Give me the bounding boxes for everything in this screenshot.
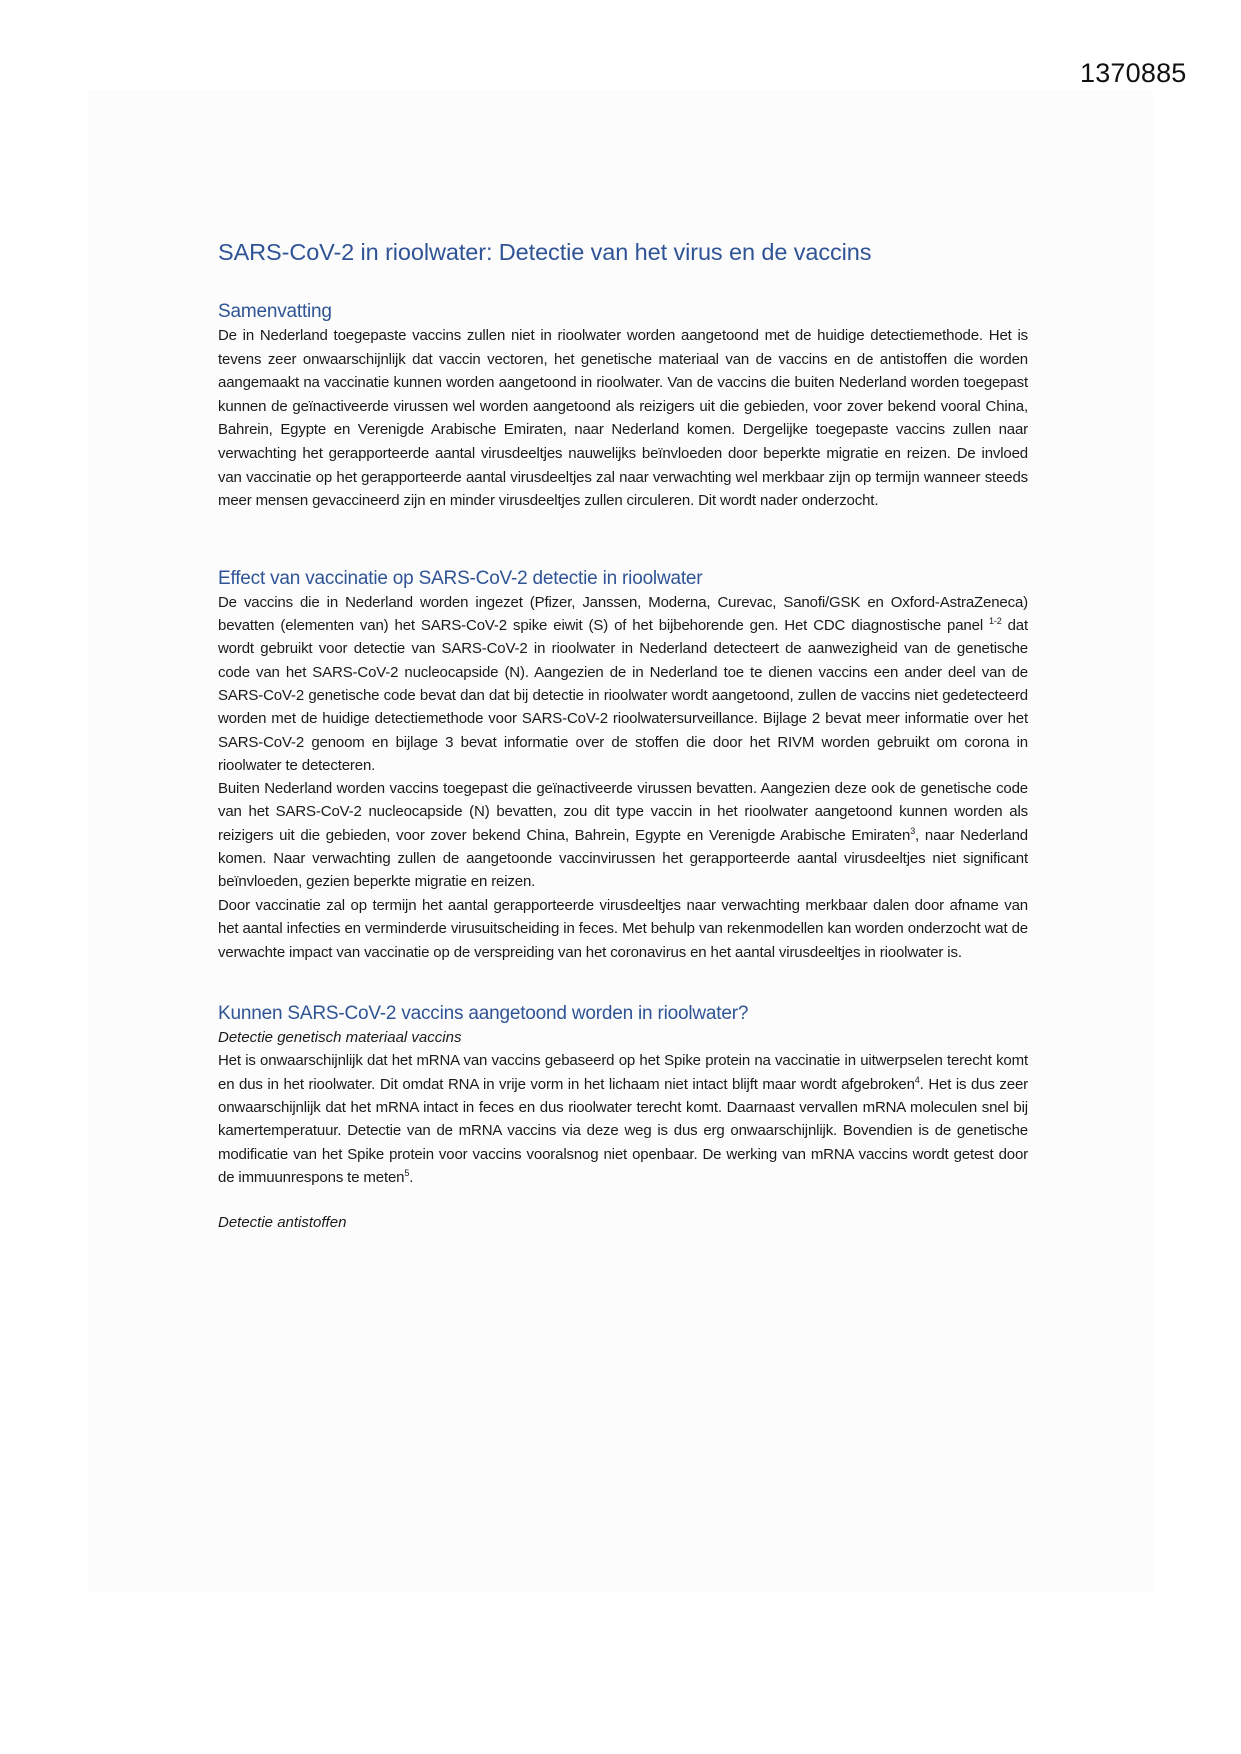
- body-paragraph: Door vaccinatie zal op termijn het aantal gerapporteerde virusdeeltjes naar verwachting merkbaar dalen door afname van het aantal infecties en verminderde virusuitscheiding in feces. Met behulp van rekenmodellen kan worden onderzocht wat de verwachte impact van vaccinatie op de verspreiding van het coronavirus en het aantal virusdeeltjes in rioolwater is.: [218, 896, 1028, 961]
- document-title: SARS-CoV-2 in rioolwater: Detectie van het virus en de vaccins: [218, 239, 872, 265]
- text-run: Het is onwaarschijnlijk dat het mRNA van vaccins gebaseerd op het Spike protein na vaccinatie in uitwerpselen terecht komt en dus in het rioolwater. Dit omdat RNA in vrije vorm in het lichaam niet intact blijft maar wordt afgebroken: [218, 1052, 1028, 1093]
- text-run: dat wordt gebruikt voor detectie van SARS-CoV-2 in rioolwater in Nederland detecteert de aanwezigheid van de genetische code van het SARS-CoV-2 nucleocapside (N). Aangezien de in Nederland toe te dienen vaccins een ander deel van de SARS-CoV-2 genetische code bevat dan dat bij detectie in rioolwater wordt aangetoond, zullen de vaccins niet gedetecteerd worden met de huidige detectiemethode voor SARS-CoV-2 rioolwatersurveillance. Bijlage 2 bevat meer informatie over het SARS-CoV-2 genoom en bijlage 3 bevat informatie over de stoffen die door het RIVM worden gebruikt om corona in rioolwater te detecteren.: [218, 617, 1028, 774]
- text-run: Buiten Nederland worden vaccins toegepast die geïnactiveerde virussen bevatten. Aangezien deze ook de genetische code van het SARS-CoV-2 nucleocapside (N) bevatten, zou dit type vaccin in het rioolwater aangetoond kunnen worden als reizigers uit die gebieden, voor zover bekend China, Bahrein, Egypte en Verenigde Arabische Emiraten: [218, 780, 1028, 844]
- section-effect-vaccinatie: [218, 567, 1028, 965]
- footnote-ref: 5: [404, 1167, 410, 1178]
- spacer: [218, 1189, 1028, 1211]
- footnote-ref: 3: [910, 825, 916, 836]
- section-heading: Samenvatting: [218, 301, 332, 322]
- text-run: De vaccins die in Nederland worden ingezet (Pfizer, Janssen, Moderna, Curevac, Sanofi/GSK en Oxford-AstraZeneca) bevatten (elementen van) het SARS-CoV-2 spike eiwit (S) of het bijbehorende gen. Het CDC diagnostische panel: [218, 593, 1028, 635]
- text-run: .: [409, 1168, 414, 1186]
- subheading: Detectie genetisch materiaal vaccins: [218, 1029, 462, 1047]
- body-paragraph: [218, 1049, 1028, 1189]
- text-run: , naar Nederland komen. Naar verwachting zullen de aangetoonde vaccinvirussen het gerapporteerde aantal virusdeeltjes niet significant beïnvloeden, gezien beperkte migratie en reizen.: [218, 826, 1028, 891]
- footnote-ref: 1-2: [989, 616, 1002, 627]
- body-paragraph: [218, 777, 1028, 893]
- section-vaccins-aantonen: [218, 1002, 1028, 1234]
- section-heading: Kunnen SARS-CoV-2 vaccins aangetoond worden in rioolwater?: [218, 1003, 749, 1025]
- summary-paragraph: De in Nederland toegepaste vaccins zullen niet in rioolwater worden aangetoond met de huidige detectiemethode. Het is tevens zeer onwaarschijnlijk dat vaccin vectoren, het genetische materiaal van de vaccins en de antistoffen die worden aangemaakt na vaccinatie kunnen worden aangetoond in rioolwater. Van de vaccins die buiten Nederland worden toegepast kunnen de geïnactiveerde virussen wel worden aangetoond als reizigers uit die gebieden, voor zover bekend vooral China, Bahrein, Egypte en Verenigde Arabische Emiraten, naar Nederland komen. Dergelijke toegepaste vaccins zullen naar verwachting het gerapporteerde aantal virusdeeltjes nauwelijks beïnvloeden door beperkte migratie en reizen. De invloed van vaccinatie op het gerapporteerde aantal virusdeeltjes zal naar verwachting wel merkbaar zijn op termijn wanneer steeds meer mensen gevaccineerd zijn en minder virusdeeltjes zullen circuleren. Dit wordt nader onderzocht.: [218, 327, 1028, 510]
- document-id: 1370885: [1080, 58, 1187, 88]
- subheading: Detectie antistoffen: [218, 1214, 347, 1232]
- footnote-ref: 4: [914, 1074, 920, 1085]
- text-run: . Het is dus zeer onwaarschijnlijk dat het mRNA intact in feces en dus rioolwater terecht komt. Daarnaast vervallen mRNA moleculen snel bij kamertemperatuur. Detectie van de mRNA vaccins via deze weg is dus erg onwaarschijnlijk. Bovendien is de genetische modificatie van het Spike protein voor vaccins vooralsnog niet openbaar. De werking van mRNA vaccins wordt getest door de immuunrespons te meten: [218, 1075, 1029, 1186]
- section-samenvatting: [218, 300, 1028, 513]
- document-body: [218, 238, 1028, 1234]
- section-heading: Effect van vaccinatie op SARS-CoV-2 detectie in rioolwater: [218, 567, 703, 589]
- body-paragraph: [218, 591, 1028, 777]
